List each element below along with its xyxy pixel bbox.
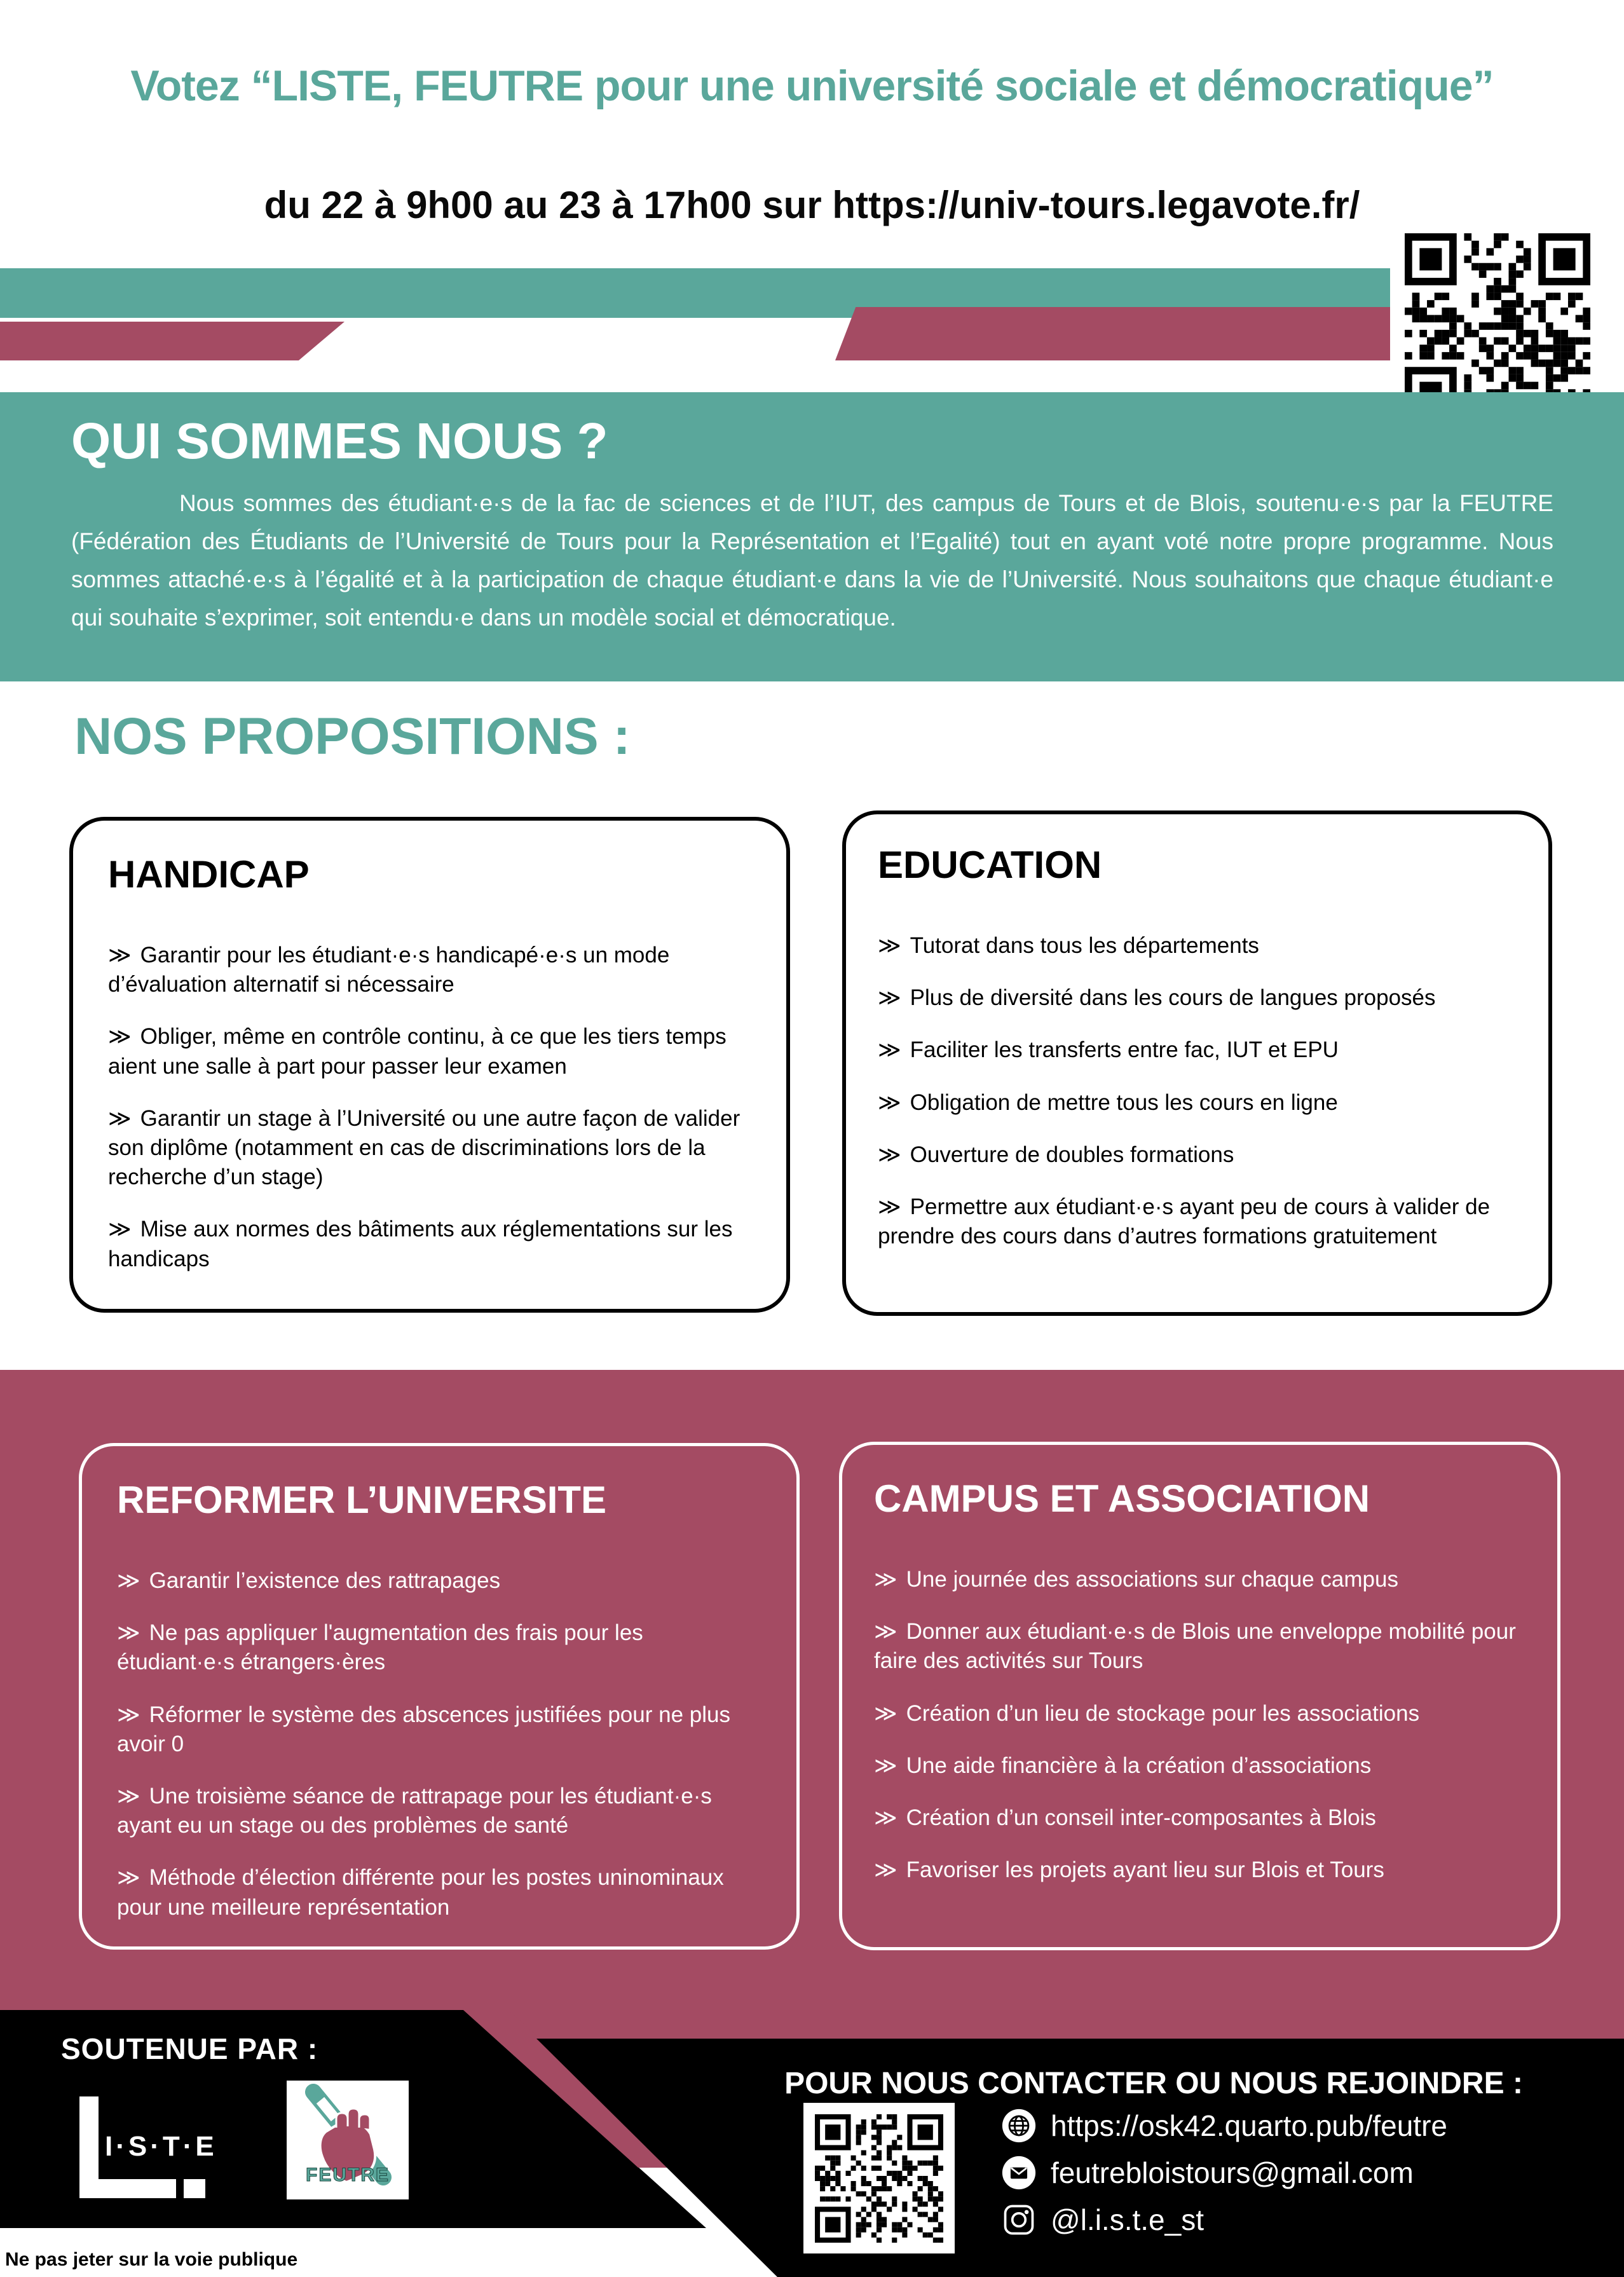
proposal-text: Plus de diversité dans les cours de langues proposés [910,985,1436,1011]
chevrons-bullet-icon: ≫ [874,1857,897,1883]
liste-logo-lfoot [79,2179,176,2198]
poster-title: Votez “LISTE, FEUTRE pour une université sociale et démocratique” [130,62,1494,110]
proposal-text: Tutorat dans tous les départements [910,933,1259,958]
proposal-item [117,1566,761,1596]
maroon-parallelogram-left [0,322,345,360]
contact-row-website [1001,2108,1573,2144]
globe-icon [1001,2108,1037,2144]
card-reformer-list [117,1566,761,1922]
proposal-text: Garantir un stage à l’Université ou une autre façon de valider son diplôme (notamment en cas de discriminations lors de la recherche d’un stage) [108,1105,740,1190]
maroon-parallelogram-right [835,307,1390,360]
proposal-item [108,1104,751,1193]
contact-qr-code [803,2103,955,2253]
proposal-item [878,931,1517,961]
card-campus-association [839,1442,1560,1950]
proposal-item [117,1782,761,1840]
chevrons-bullet-icon: ≫ [878,1037,901,1063]
card-education-title: EDUCATION [878,844,1102,886]
proposal-item [117,1700,761,1759]
proposal-text: Obligation de mettre tous les cours en ligne [910,1090,1338,1115]
proposal-text: Réformer le système des abscences justifiées pour ne plus avoir 0 [117,1702,730,1756]
proposal-text: Obliger, même en contrôle continu, à ce que les tiers temps aient une salle à part pour passer leur examen [108,1024,727,1079]
contact-instagram-handle: @l.i.s.t.e_st [1051,2203,1204,2236]
card-education-list [878,931,1517,1251]
proposal-text: Une troisième séance de rattrapage pour les étudiant·e·s ayant eu un stage ou des problèmes de santé [117,1783,712,1838]
contact-row-instagram [1001,2202,1573,2238]
instagram-icon [1001,2202,1037,2238]
legal-disclaimer: Ne pas jeter sur la voie publique [5,2249,298,2270]
chevrons-bullet-icon: ≫ [117,1568,140,1593]
proposal-item [108,1215,751,1273]
who-we-are-heading: QUI SOMMES NOUS ? [71,413,608,469]
proposal-text: Donner aux étudiant·e·s de Blois une enveloppe mobilité pour faire des activités sur Tours [874,1619,1516,1674]
chevrons-bullet-icon: ≫ [878,985,901,1011]
proposal-item [874,1803,1525,1833]
chevrons-bullet-icon: ≫ [878,1194,901,1219]
contact-email-address: feutrebloistours@gmail.com [1051,2156,1414,2189]
proposal-text: Création d’un lieu de stockage pour les associations [906,1700,1420,1726]
chevrons-bullet-icon: ≫ [108,1105,132,1131]
supported-by-label: SOUTENUE PAR : [61,2032,318,2065]
proposal-item [108,1022,751,1081]
proposal-item [874,1751,1525,1781]
propositions-heading: NOS PROPOSITIONS : [74,708,631,765]
contact-list [1001,2108,1573,2238]
liste-logo-dot [184,2179,205,2198]
chevrons-bullet-icon: ≫ [108,1024,132,1050]
proposal-text: Mise aux normes des bâtiments aux réglementations sur les handicaps [108,1217,733,1271]
proposal-text: Méthode d’élection différente pour les postes uninominaux pour une meilleure représentation [117,1865,724,1920]
chevrons-bullet-icon: ≫ [108,1217,132,1242]
chevrons-bullet-icon: ≫ [874,1567,897,1592]
liste-logo-text: I·S·T·E [105,2131,217,2162]
proposal-text: Ouverture de doubles formations [910,1142,1234,1167]
card-handicap [69,817,790,1313]
proposal-item [108,941,751,999]
proposal-item [878,1193,1517,1251]
proposal-text: Une aide financière à la création d’associations [906,1753,1372,1778]
proposal-text: Permettre aux étudiant·e·s ayant peu de cours à valider de prendre des cours dans d’autres formations gratuitement [878,1194,1491,1249]
poster-subtitle: du 22 à 9h00 au 23 à 17h00 sur https://univ-tours.legavote.fr/ [264,184,1360,226]
chevrons-bullet-icon: ≫ [878,1142,901,1167]
contact-website-url: https://osk42.quarto.pub/feutre [1051,2109,1447,2142]
feutre-logo [287,2081,409,2199]
proposal-item [878,1140,1517,1170]
chevrons-bullet-icon: ≫ [874,1619,897,1644]
contact-heading: POUR NOUS CONTACTER OU NOUS REJOINDRE : [784,2067,1523,2100]
proposal-text: Favoriser les projets ayant lieu sur Blois et Tours [906,1857,1384,1883]
chevrons-bullet-icon: ≫ [878,933,901,958]
proposal-item [874,1617,1525,1676]
proposal-item [874,1699,1525,1728]
card-handicap-list [108,941,751,1274]
proposal-text: Création d’un conseil inter-composantes à Blois [906,1805,1376,1830]
proposal-item [117,1618,761,1677]
who-we-are-paragraph: Nous sommes des étudiant·e·s de la fac de sciences et de l’IUT, des campus de Tours et de Blois, soutenu·e·s par la FEUTRE (Fédération des Étudiants de l’Université de Tours pour la Représentation et l’Egalité) tout en ayant voté notre propre programme. Nous sommes attaché·e·s à l’égalité et à la participation de chaque étudiant·e dans la vie de l’Université. Nous souhaitons que chaque étudiant·e qui souhaite s’exprimer, soit entendu·e dans un modèle social et démocratique. [71,490,1553,631]
proposal-text: Faciliter les transferts entre fac, IUT et EPU [910,1037,1339,1063]
card-reformer-title: REFORMER L’UNIVERSITE [117,1479,607,1521]
qr-code-pattern [1405,233,1590,419]
contact-row-email [1001,2155,1573,2191]
proposal-item [878,1036,1517,1065]
proposal-item [874,1565,1525,1594]
chevrons-bullet-icon: ≫ [108,943,132,968]
email-icon [1001,2155,1037,2191]
proposal-item [874,1856,1525,1885]
card-campus-list [874,1565,1525,1885]
chevrons-bullet-icon: ≫ [878,1090,901,1115]
card-campus-title: CAMPUS ET ASSOCIATION [874,1477,1370,1520]
chevrons-bullet-icon: ≫ [874,1805,897,1830]
qr-code-pattern [815,2114,943,2243]
chevrons-bullet-icon: ≫ [117,1865,140,1891]
proposal-item [878,1088,1517,1118]
proposal-item [117,1863,761,1922]
feutre-logo-text: FEUTRE [306,2164,390,2185]
proposal-text: Garantir pour les étudiant·e·s handicapé·e·s un mode d’évaluation alternatif si nécessaire [108,943,670,997]
card-education [842,810,1552,1316]
chevrons-bullet-icon: ≫ [117,1620,140,1646]
liste-logo [79,2096,217,2199]
proposal-text: Ne pas appliquer l'augmentation des frais pour les étudiant·e·s étrangers·ères [117,1620,643,1675]
chevrons-bullet-icon: ≫ [117,1783,140,1809]
chevrons-bullet-icon: ≫ [874,1753,897,1778]
chevrons-bullet-icon: ≫ [874,1700,897,1726]
proposal-text: Garantir l’existence des rattrapages [149,1568,501,1593]
card-reformer-universite [79,1443,800,1950]
proposal-item [878,983,1517,1013]
card-handicap-title: HANDICAP [108,853,310,896]
chevrons-bullet-icon: ≫ [117,1702,140,1727]
proposal-text: Une journée des associations sur chaque campus [906,1567,1398,1592]
